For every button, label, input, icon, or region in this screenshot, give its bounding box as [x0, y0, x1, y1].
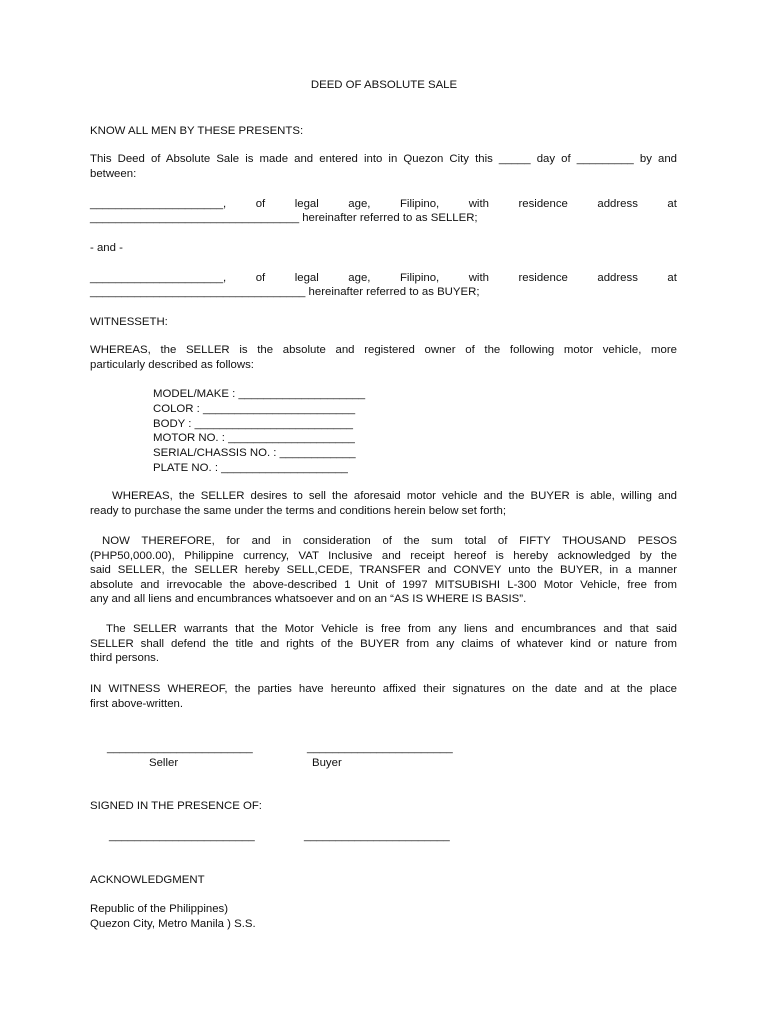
warranty-line-2: SELLER shall defend the title and rights of the BUYER from any claims of whatever kind or nature from	[90, 637, 677, 650]
seller-party-line-2: _________________________________ hereinafter referred to as SELLER;	[90, 212, 478, 224]
in-witness-paragraph	[90, 682, 677, 711]
warranty-line-3: third persons.	[90, 652, 160, 665]
buyer-party-line-1	[90, 271, 677, 285]
in-witness-line-2: first above-written.	[90, 697, 184, 710]
in-witness-line-1: IN WITNESS WHEREOF, the parties have hereunto affixed their signatures on the date and at the place	[90, 683, 677, 695]
vehicle-field-model-make: MODEL/MAKE : ____________________	[153, 388, 366, 400]
buyer-word: legal	[294, 272, 319, 284]
now-therefore-line-5: any and all liens and encumbrances whatsoever and on an “AS IS WHERE IS BASIS”.	[90, 593, 527, 606]
whereas-owner-line-2: particularly described as follows:	[90, 358, 254, 371]
buyer-word: Filipino,	[399, 272, 440, 284]
seller-name-blank: _____________________,	[90, 198, 227, 210]
seller-word: with	[468, 198, 489, 210]
buyer-word: of	[255, 272, 266, 284]
now-therefore-line-2: (PHP50,000.00), Philippine currency, VAT Inclusive and receipt hereof is hereby acknowledged by the	[90, 549, 677, 562]
buyer-word: address	[597, 272, 638, 284]
now-therefore-line-4: absolute and irrevocable the above-described 1 Unit of 1997 MITSUBISHI L-300 Motor Vehicle, free from	[90, 578, 677, 591]
whereas-desire-line-2: ready to purchase the same under the terms and conditions herein below set forth;	[90, 504, 506, 517]
vehicle-field-motor-no: MOTOR NO. : ____________________	[153, 432, 355, 444]
buyer-party-line-2: __________________________________ hereinafter referred to as BUYER;	[90, 286, 480, 298]
seller-party-line-1	[90, 197, 677, 211]
buyer-signature-line: _______________________	[307, 742, 453, 754]
intro-line-1: This Deed of Absolute Sale is made and entered into in Quezon City this _____ day of _________ by and	[90, 153, 677, 165]
now-therefore-line-3: said SELLER, the SELLER hereby SELL,CEDE, TRANSFER and CONVEY unto the BUYER, in a manner	[90, 564, 677, 577]
acknowledgment-heading: ACKNOWLEDGMENT	[90, 874, 205, 886]
witness-2-signature-line: _______________________	[304, 830, 450, 842]
vehicle-field-plate-no: PLATE NO. : ____________________	[153, 462, 348, 474]
whereas-desire-line-1: WHEREAS, the SELLER desires to sell the aforesaid motor vehicle and the BUYER is able, willing and	[112, 490, 677, 502]
buyer-word: residence	[518, 272, 568, 284]
buyer-word: at	[667, 272, 677, 284]
whereas-owner-paragraph	[90, 343, 677, 372]
intro-line-2: between:	[90, 167, 137, 180]
witnesseth-heading: WITNESSETH:	[90, 316, 168, 328]
seller-word: at	[667, 198, 677, 210]
seller-signature-label: Seller	[149, 757, 179, 769]
warranty-paragraph	[90, 622, 677, 666]
now-therefore-line-1: NOW THEREFORE, for and in consideration of the sum total of FIFTY THOUSAND PESOS	[102, 535, 677, 547]
acknowledgment-line-2: Quezon City, Metro Manila ) S.S.	[90, 918, 256, 930]
seller-signature-line: _______________________	[107, 742, 253, 754]
buyer-signature-label: Buyer	[312, 757, 342, 769]
seller-word: Filipino,	[399, 198, 440, 210]
buyer-word: age,	[348, 272, 371, 284]
buyer-word: with	[468, 272, 489, 284]
warranty-line-1: The SELLER warrants that the Motor Vehicle is free from any liens and encumbrances and that said	[106, 623, 677, 635]
vehicle-field-body: BODY : _________________________	[153, 418, 353, 430]
seller-word: legal	[294, 198, 319, 210]
vehicle-field-serial-chassis: SERIAL/CHASSIS NO. : ____________	[153, 447, 356, 459]
presence-heading: SIGNED IN THE PRESENCE OF:	[90, 800, 262, 812]
and-separator: - and -	[90, 242, 123, 254]
greeting: KNOW ALL MEN BY THESE PRESENTS:	[90, 125, 304, 137]
whereas-desire-paragraph	[90, 489, 677, 518]
intro-paragraph	[90, 152, 677, 181]
seller-word: address	[597, 198, 638, 210]
whereas-owner-line-1: WHEREAS, the SELLER is the absolute and registered owner of the following motor vehicle, more	[90, 344, 677, 356]
witness-1-signature-line: _______________________	[109, 830, 255, 842]
seller-word: residence	[518, 198, 568, 210]
document-title: DEED OF ABSOLUTE SALE	[310, 79, 458, 91]
vehicle-field-color: COLOR : ________________________	[153, 403, 356, 415]
acknowledgment-line-1: Republic of the Philippines)	[90, 903, 229, 915]
seller-word: of	[255, 198, 266, 210]
seller-word: age,	[348, 198, 371, 210]
now-therefore-paragraph	[90, 534, 677, 607]
buyer-name-blank: _____________________,	[90, 272, 227, 284]
